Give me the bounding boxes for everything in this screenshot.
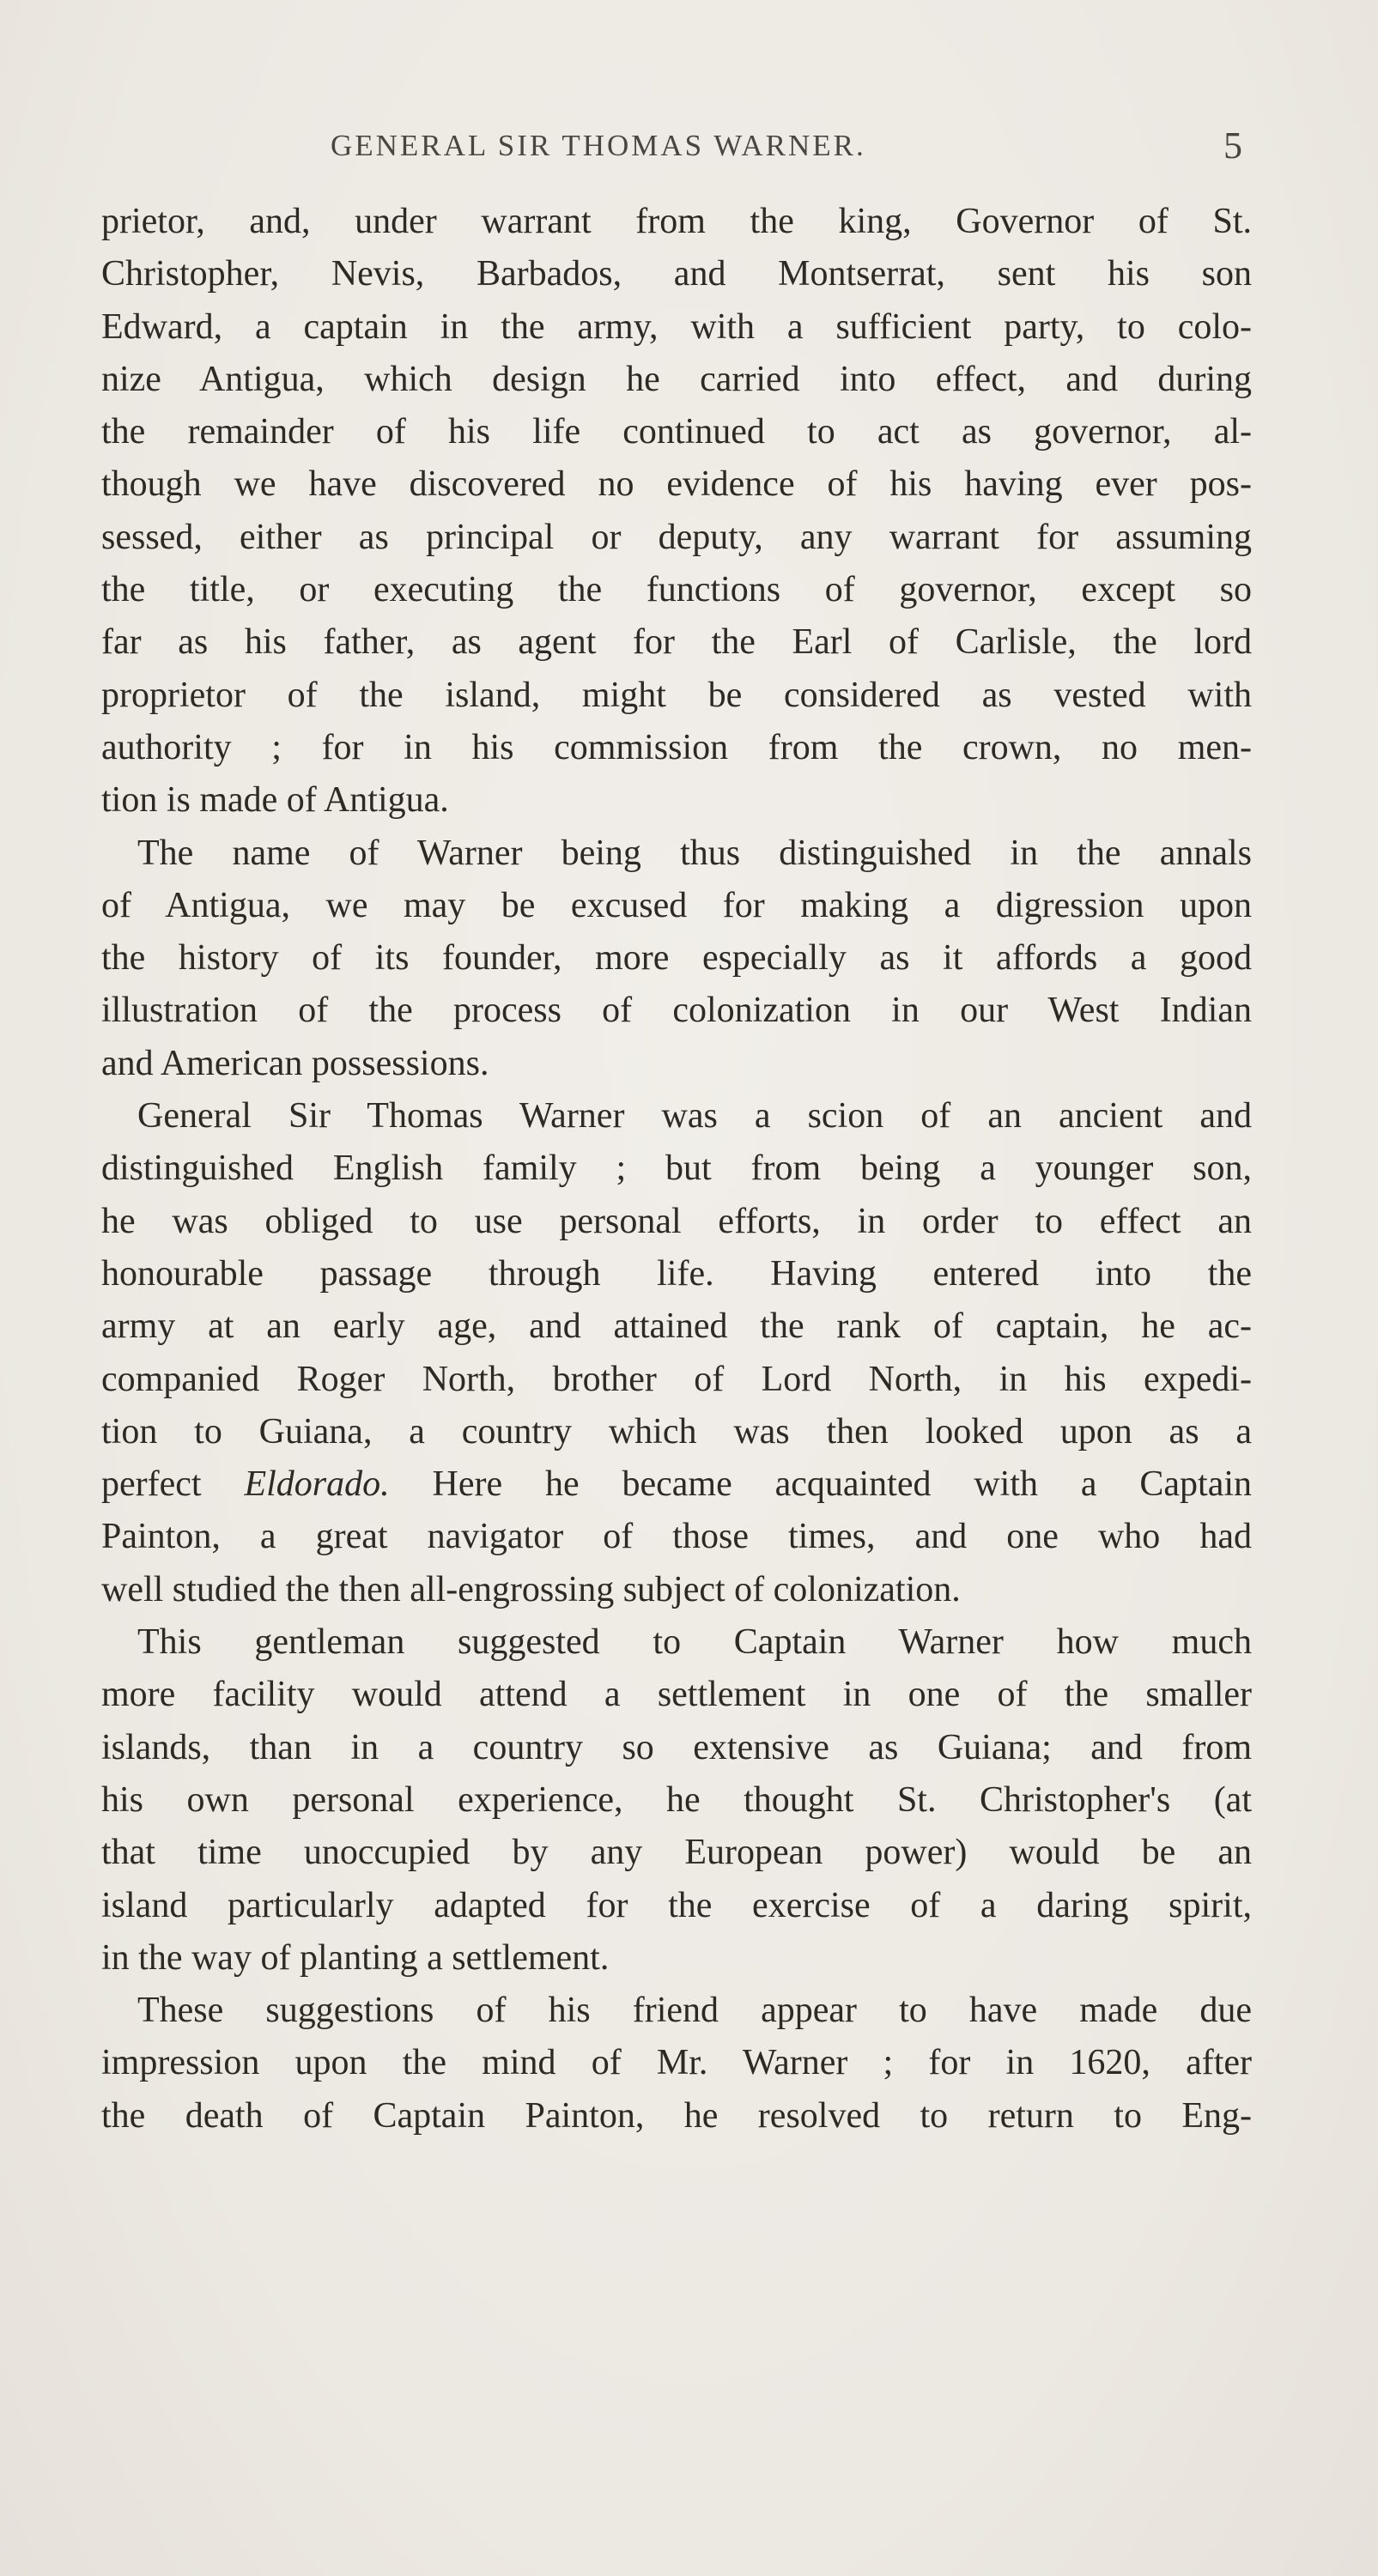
text-line: the title, or executing the functions of governor, except so bbox=[101, 570, 1252, 610]
paragraph-end-line: and American possessions. bbox=[101, 1043, 489, 1083]
text-line: tion to Guiana, a country which was then looked upon as a bbox=[101, 1411, 1252, 1452]
text-line: he was obliged to use personal efforts, in order to effect an bbox=[101, 1201, 1252, 1241]
text-line: of Antigua, we may be excused for making a digression upon bbox=[101, 885, 1252, 925]
text-line: far as his father, as agent for the Earl of Carlisle, the lord bbox=[101, 622, 1252, 663]
text-line: army at an early age, and attained the rank of captain, he ac- bbox=[101, 1306, 1252, 1347]
text-line: distinguished English family ; but from being a younger son, bbox=[101, 1149, 1252, 1189]
page-number: 5 bbox=[1223, 124, 1242, 167]
text-line: island particularly adapted for the exercise of a daring spirit, bbox=[101, 1885, 1252, 1925]
text-line: authority ; for in his commission from the crown, no men- bbox=[101, 727, 1252, 767]
text-segment: perfect bbox=[101, 1464, 202, 1505]
text-line: companied Roger North, brother of Lord North, in his expedi- bbox=[101, 1359, 1252, 1399]
text-line: illustration of the process of colonization in our West Indian bbox=[101, 991, 1252, 1031]
text-line: though we have discovered no evidence of his having ever pos- bbox=[101, 464, 1252, 505]
paragraph-end-line: in the way of planting a settlement. bbox=[101, 1937, 610, 1978]
text-line: islands, than in a country so extensive as Guiana; and from bbox=[101, 1727, 1252, 1767]
paragraph-start-line: This gentleman suggested to Captain Warner how much bbox=[137, 1622, 1252, 1663]
text-line: Christopher, Nevis, Barbados, and Montserrat, sent his son bbox=[101, 254, 1252, 294]
text-line: his own personal experience, he thought St. Christopher's (at bbox=[101, 1779, 1252, 1820]
text-segment: Here he became acquainted with a Captain bbox=[432, 1464, 1253, 1505]
text-line: nize Antigua, which design he carried into effect, and during bbox=[101, 359, 1252, 399]
running-title: GENERAL SIR THOMAS WARNER. bbox=[331, 129, 866, 162]
running-head bbox=[0, 124, 1378, 180]
body-text bbox=[101, 196, 1252, 2143]
paragraph-end-line: well studied the then all-engrossing subject of colonization. bbox=[101, 1569, 961, 1609]
text-line: Painton, a great navigator of those times, and one who had bbox=[101, 1517, 1252, 1557]
paragraph-start-line: The name of Warner being thus distinguished in the annals bbox=[137, 833, 1252, 873]
text-line: the remainder of his life continued to act as governor, al- bbox=[101, 412, 1252, 452]
paragraph-end-line: tion is made of Antigua. bbox=[101, 780, 449, 821]
text-line-with-italic bbox=[101, 1458, 1252, 1511]
paragraph-start-line: These suggestions of his friend appear to have made due bbox=[137, 1991, 1252, 2031]
text-line: the death of Captain Painton, he resolved to return to Eng- bbox=[101, 2095, 1252, 2136]
italic-term-eldorado: Eldorado. bbox=[244, 1464, 390, 1505]
text-line: the history of its founder, more especially as it affords a good bbox=[101, 938, 1252, 979]
text-line: more facility would attend a settlement in one of the smaller bbox=[101, 1675, 1252, 1715]
text-line: Edward, a captain in the army, with a sufficient party, to colo- bbox=[101, 306, 1252, 347]
text-line: proprietor of the island, might be considered as vested with bbox=[101, 675, 1252, 715]
text-line: honourable passage through life. Having entered into the bbox=[101, 1253, 1252, 1294]
text-line: impression upon the mind of Mr. Warner ; for in 1620, after bbox=[101, 2043, 1252, 2083]
text-line: sessed, either as principal or deputy, any warrant for assuming bbox=[101, 517, 1252, 557]
text-line: prietor, and, under warrant from the king, Governor of St. bbox=[101, 202, 1252, 241]
text-line: that time unoccupied by any European power) would be an bbox=[101, 1833, 1252, 1873]
paragraph-start-line: General Sir Thomas Warner was a scion of an ancient and bbox=[137, 1096, 1252, 1136]
